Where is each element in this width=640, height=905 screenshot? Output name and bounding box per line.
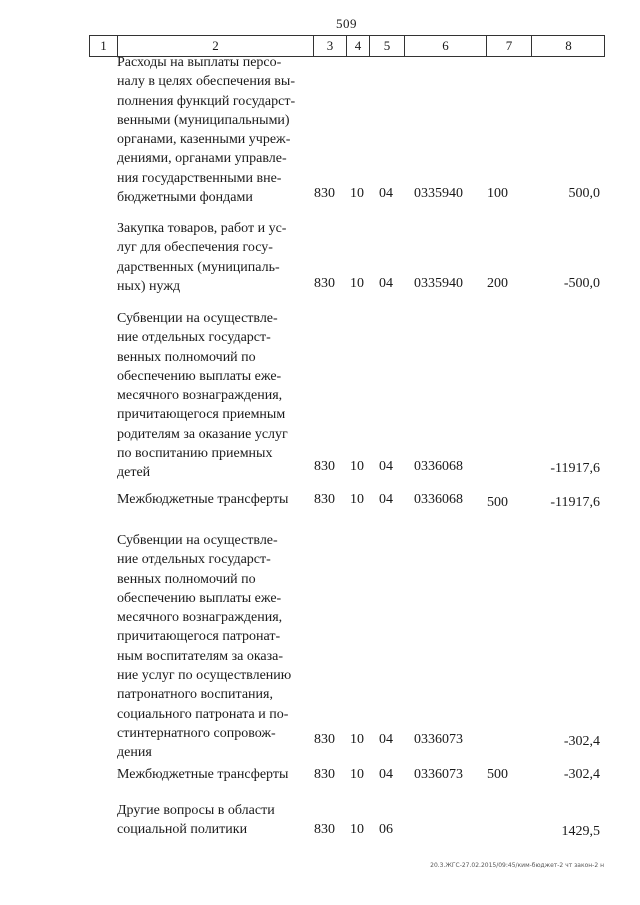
- header-col-4: 4: [347, 36, 370, 56]
- desc-line: Субвенции на осуществле-: [117, 311, 278, 326]
- cell-subsection: 04: [379, 186, 393, 201]
- cell-section: 10: [350, 732, 364, 747]
- desc-line: Межбюджетные трансферты: [117, 492, 289, 507]
- cell-expense-type: 200: [487, 276, 508, 291]
- desc-line: Закупка товаров, работ и ус-: [117, 221, 287, 236]
- cell-expense-type: 500: [487, 495, 508, 510]
- cell-section: 10: [350, 186, 364, 201]
- desc-line: месячного вознаграждения,: [117, 610, 283, 626]
- desc-line: детей: [117, 465, 151, 481]
- desc-line: Субвенции на осуществле-: [117, 533, 278, 548]
- cell-subsection: 04: [379, 732, 393, 747]
- row-description: [117, 53, 305, 207]
- cell-section: 10: [350, 767, 364, 782]
- cell-target-article: 0336073: [414, 732, 463, 747]
- cell-section: 10: [350, 492, 364, 507]
- header-col-2: 2: [118, 36, 314, 56]
- header-col-5: 5: [370, 36, 405, 56]
- cell-amount: -11917,6: [550, 495, 600, 510]
- desc-line: обеспечению выплаты еже-: [117, 368, 282, 384]
- row-description: [117, 219, 305, 296]
- cell-subsection: 04: [379, 492, 393, 507]
- desc-line: причитающегося патронат-: [117, 629, 281, 645]
- cell-amount: 1429,5: [561, 824, 600, 839]
- desc-line: ние отдельных государст-: [117, 552, 271, 568]
- cell-ministry: 830: [314, 732, 335, 747]
- page-number: 509: [336, 16, 357, 31]
- cell-subsection: 06: [379, 822, 393, 837]
- cell-ministry: 830: [314, 767, 335, 782]
- desc-line: дениями, органами управле-: [117, 151, 287, 167]
- desc-line: ным воспитателям за оказа-: [117, 648, 284, 664]
- row-description: [117, 765, 305, 784]
- desc-line: социальной политики: [117, 822, 248, 838]
- row-description: [117, 490, 305, 509]
- footer-stamp: 20.3.ЖГС-27.02.2015/09:45/ким-бюджет-2 чт закон-2 н: [430, 862, 604, 869]
- desc-line: венных полномочий по: [117, 349, 256, 365]
- desc-line: родителям за оказание услуг: [117, 426, 288, 442]
- cell-expense-type: 100: [487, 186, 508, 201]
- cell-amount: -500,0: [563, 276, 600, 291]
- cell-target-article: 0335940: [414, 276, 463, 291]
- desc-line: обеспечению выплаты еже-: [117, 590, 282, 606]
- cell-amount: -11917,6: [550, 461, 600, 476]
- desc-line: дарственных (муниципаль-: [117, 259, 280, 275]
- cell-section: 10: [350, 276, 364, 291]
- row-description: [117, 801, 305, 840]
- row-description: [117, 531, 305, 763]
- cell-subsection: 04: [379, 276, 393, 291]
- cell-subsection: 04: [379, 767, 393, 782]
- cell-ministry: 830: [314, 459, 335, 474]
- cell-section: 10: [350, 822, 364, 837]
- header-col-7: 7: [487, 36, 532, 56]
- desc-line: дения: [117, 745, 152, 761]
- cell-ministry: 830: [314, 822, 335, 837]
- desc-line: патронатного воспитания,: [117, 687, 273, 703]
- cell-expense-type: 500: [487, 767, 508, 782]
- cell-ministry: 830: [314, 186, 335, 201]
- desc-line: стинтернатного сопровож-: [117, 725, 276, 741]
- desc-line: ние услуг по осуществлению: [117, 668, 292, 684]
- header-col-6: 6: [405, 36, 487, 56]
- row-description: [117, 309, 305, 483]
- desc-line: Другие вопросы в области: [117, 803, 275, 818]
- desc-line: ния государственными вне-: [117, 170, 282, 186]
- desc-line: луг для обеспечения госу-: [117, 240, 273, 256]
- desc-line: ние отдельных государст-: [117, 330, 271, 346]
- desc-line: полнения функций государст-: [117, 93, 296, 109]
- header-col-8: 8: [565, 38, 572, 53]
- cell-subsection: 04: [379, 459, 393, 474]
- cell-ministry: 830: [314, 276, 335, 291]
- desc-line: Расходы на выплаты персо-: [117, 55, 282, 70]
- desc-line: венных полномочий по: [117, 571, 256, 587]
- desc-line: органами, казенными учреж-: [117, 132, 291, 148]
- desc-line: социального патроната и по-: [117, 706, 289, 722]
- cell-section: 10: [350, 459, 364, 474]
- cell-amount: -302,4: [563, 767, 600, 782]
- desc-line: венными (муниципальными): [117, 112, 290, 128]
- cell-ministry: 830: [314, 492, 335, 507]
- desc-line: налу в целях обеспечения вы-: [117, 74, 295, 90]
- desc-line: ных) нужд: [117, 278, 181, 294]
- header-col-3: 3: [314, 36, 347, 56]
- cell-target-article: 0335940: [414, 186, 463, 201]
- desc-line: по воспитанию приемных: [117, 446, 273, 462]
- desc-line: месячного вознаграждения,: [117, 388, 283, 404]
- cell-amount: -302,4: [563, 734, 600, 749]
- cell-target-article: 0336068: [414, 492, 463, 507]
- cell-amount: 500,0: [568, 186, 600, 201]
- desc-line: причитающегося приемным: [117, 407, 286, 423]
- header-col-1: 1: [90, 36, 118, 56]
- desc-line: Межбюджетные трансферты: [117, 767, 289, 782]
- cell-target-article: 0336068: [414, 459, 463, 474]
- desc-line: бюджетными фондами: [117, 190, 253, 206]
- cell-target-article: 0336073: [414, 767, 463, 782]
